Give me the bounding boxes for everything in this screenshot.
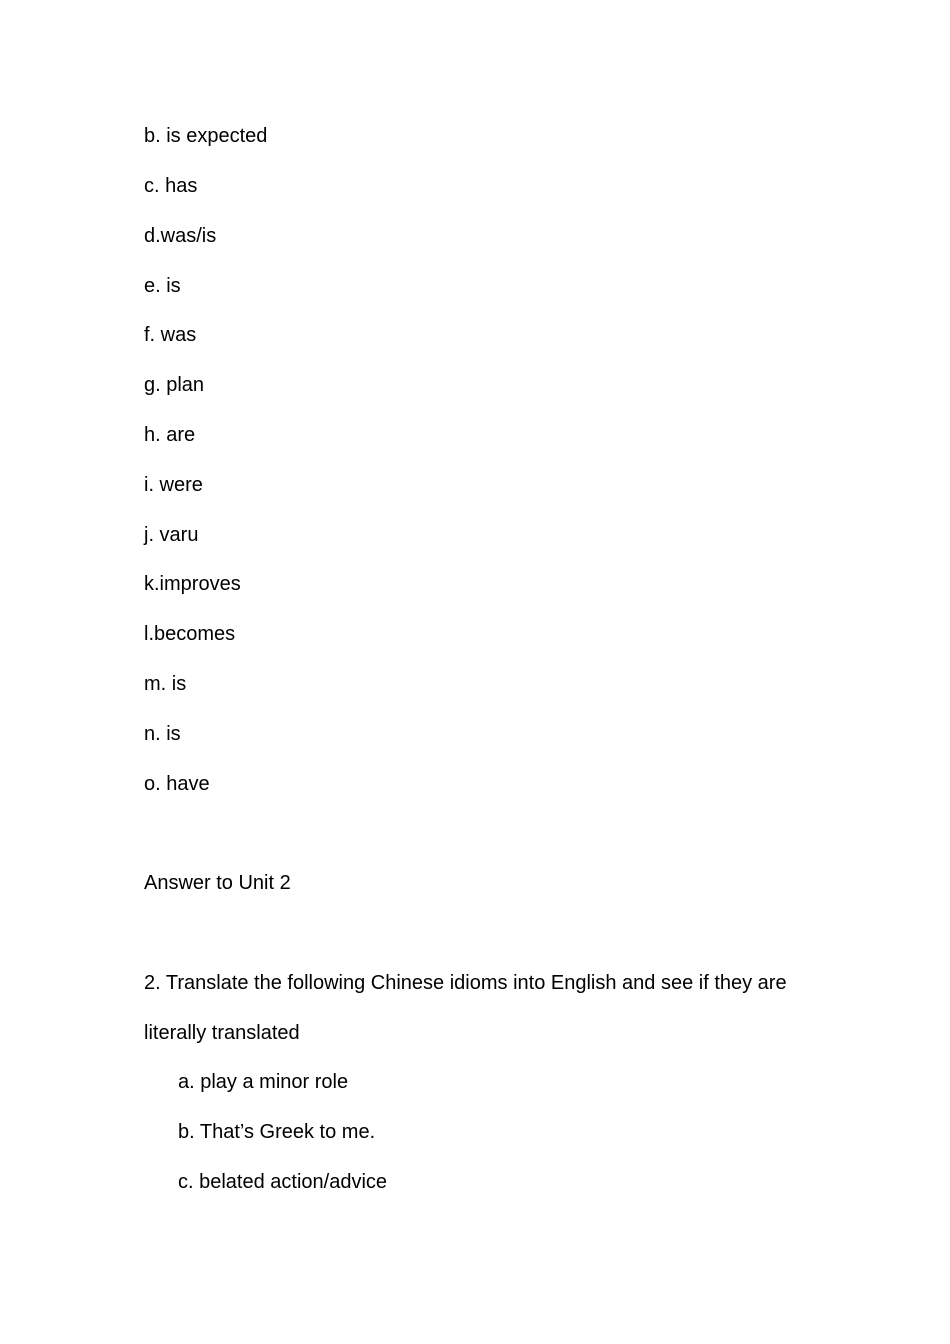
section-heading: Answer to Unit 2 <box>144 872 291 894</box>
answer-item-h: h. are <box>144 424 196 446</box>
answer-item-b: b. is expected <box>144 125 268 147</box>
answer-item-l: l.becomes <box>144 623 236 645</box>
idiom-item-a: a. play a minor role <box>178 1071 349 1093</box>
answer-item-m: m. is <box>144 673 187 695</box>
answer-item-j: j. varu <box>144 524 199 546</box>
answer-item-g: g. plan <box>144 374 205 396</box>
answer-item-i: i. were <box>144 474 203 496</box>
answer-item-f: f. was <box>144 324 197 346</box>
idiom-item-c: c. belated action/advice <box>178 1171 388 1193</box>
answer-item-c: c. has <box>144 175 198 197</box>
answer-item-k: k.improves <box>144 573 241 595</box>
answer-item-n: n. is <box>144 723 181 745</box>
answer-item-e: e. is <box>144 275 181 297</box>
answer-item-d: d.was/is <box>144 225 217 247</box>
idiom-item-b: b. That’s Greek to me. <box>178 1121 376 1143</box>
question-line-1: 2. Translate the following Chinese idioms into English and see if they are <box>144 972 787 994</box>
question-line-2: literally translated <box>144 1022 300 1044</box>
answer-item-o: o. have <box>144 773 210 795</box>
